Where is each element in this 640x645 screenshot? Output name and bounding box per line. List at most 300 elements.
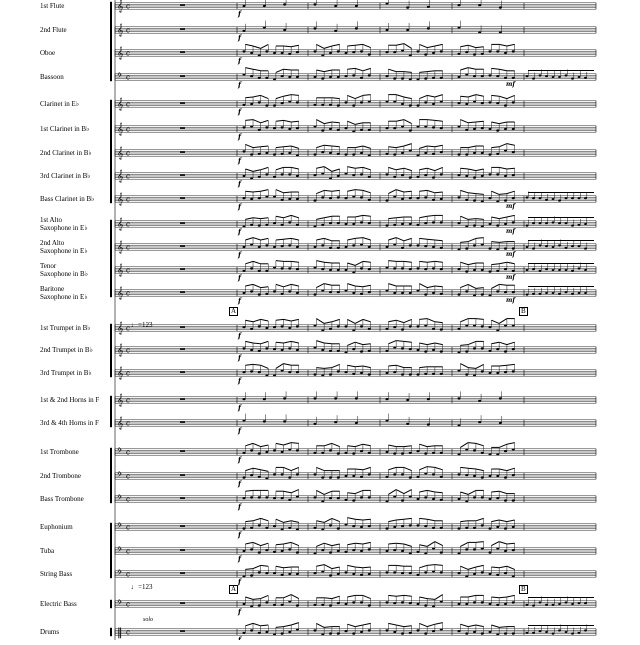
note-head	[458, 397, 461, 399]
note-beam	[253, 46, 261, 48]
note-head	[360, 450, 363, 452]
note-beam	[396, 190, 404, 192]
time-signature: c	[126, 49, 130, 58]
note-head	[558, 76, 561, 78]
note-head	[265, 549, 268, 551]
note-head	[496, 497, 499, 499]
note-head	[265, 105, 268, 107]
note-head	[432, 103, 435, 105]
note-head	[424, 294, 427, 296]
note-head	[250, 496, 253, 498]
note-head	[481, 225, 484, 227]
whole-rest	[180, 4, 185, 5]
note-head	[424, 152, 427, 154]
note-head	[512, 575, 515, 577]
note-beam	[261, 470, 269, 472]
note-head	[250, 449, 253, 451]
note-head	[458, 351, 461, 353]
note-head	[273, 222, 276, 224]
note-head	[558, 269, 561, 271]
note-head	[329, 128, 332, 130]
note-head	[458, 53, 461, 55]
note-head	[578, 267, 581, 269]
note-head	[360, 325, 363, 327]
staff-btb	[115, 490, 596, 512]
note-head	[432, 473, 435, 475]
note-head	[281, 550, 284, 552]
note-beam	[460, 364, 468, 368]
note-beam	[245, 569, 253, 570]
note-head	[432, 246, 435, 248]
dynamic-marking: f	[238, 33, 242, 43]
note-head	[345, 325, 348, 327]
note-beam	[460, 492, 468, 494]
note-head	[532, 78, 535, 80]
note-head	[288, 631, 291, 633]
instrument-label-hn12: 1st & 2nd Horns in F	[40, 396, 100, 404]
note-head	[532, 197, 535, 199]
note-head	[352, 329, 355, 331]
note-head	[481, 633, 484, 635]
note-beam	[253, 623, 261, 625]
time-signature: c	[126, 448, 130, 457]
note-beam	[245, 218, 253, 220]
note-head	[504, 52, 507, 54]
instrument-label-cl1: 1st Clarinet in B♭	[40, 125, 90, 133]
note-beam	[396, 120, 404, 122]
note-beam	[396, 217, 404, 218]
note-beam	[476, 238, 484, 239]
note-head	[499, 397, 502, 399]
note-head	[368, 246, 371, 248]
note-head	[496, 130, 499, 132]
note-beam	[404, 238, 412, 240]
note-beam	[427, 565, 435, 566]
note-beam	[427, 215, 435, 216]
note-head	[440, 601, 443, 603]
note-beam	[363, 542, 371, 544]
note-beam	[388, 445, 396, 447]
note-beam	[404, 341, 412, 342]
dynamic-marking: f	[238, 426, 242, 436]
note-head	[296, 528, 299, 530]
note-head	[321, 549, 324, 551]
note-head	[473, 601, 476, 603]
note-beam	[499, 96, 507, 98]
instrument-label-cl2: 2nd Clarinet in B♭	[40, 149, 92, 157]
note-head	[584, 248, 587, 250]
note-head	[393, 176, 396, 178]
note-head	[393, 347, 396, 349]
note-head	[584, 77, 587, 79]
note-beam	[316, 319, 324, 324]
note-head	[512, 101, 515, 103]
whole-rest	[180, 245, 185, 246]
note-head	[296, 325, 299, 327]
note-beam	[261, 218, 269, 219]
note-beam	[245, 68, 253, 70]
note-beam	[404, 97, 412, 99]
note-head	[243, 225, 246, 227]
note-head	[504, 248, 507, 250]
note-head	[432, 221, 435, 223]
note-head	[401, 174, 404, 176]
note-beam	[284, 625, 292, 627]
whole-rest	[180, 291, 185, 292]
time-signature: c	[126, 243, 130, 252]
note-head	[345, 101, 348, 103]
whole-rest	[180, 174, 185, 175]
note-head	[401, 633, 404, 635]
note-beam	[261, 120, 269, 122]
note-head	[263, 420, 266, 422]
note-beam	[316, 70, 324, 72]
note-beam	[468, 68, 476, 70]
note-head	[512, 128, 515, 130]
note-beam	[332, 518, 340, 521]
note-head	[496, 453, 499, 455]
note-head	[386, 601, 389, 603]
note-beam	[435, 623, 443, 625]
note-beam	[284, 595, 292, 598]
note-head	[432, 199, 435, 201]
time-signature: c	[126, 600, 130, 609]
note-head	[321, 196, 324, 198]
note-beam	[261, 287, 269, 288]
note-head	[296, 246, 299, 248]
note-beam	[419, 72, 427, 73]
time-signature: c	[126, 369, 130, 378]
note-head	[496, 270, 499, 272]
note-head	[424, 373, 427, 375]
note-beam	[284, 46, 292, 47]
note-beam	[404, 120, 412, 124]
note-head	[352, 292, 355, 294]
note-head	[368, 473, 371, 475]
bass-clef-icon: 𝄢	[117, 569, 123, 578]
note-beam	[332, 319, 340, 321]
note-beam	[491, 122, 499, 124]
note-head	[314, 629, 317, 631]
note-head	[368, 605, 371, 607]
note-head	[337, 325, 340, 327]
note-beam	[253, 261, 261, 263]
note-head	[427, 27, 430, 29]
time-signature: c	[126, 2, 130, 11]
note-head	[465, 248, 468, 250]
staff-fl1	[115, 0, 596, 18]
note-head	[360, 574, 363, 576]
note-head	[496, 153, 499, 155]
note-beam	[347, 493, 355, 494]
note-beam	[284, 443, 292, 445]
note-head	[458, 453, 461, 455]
note-head	[265, 572, 268, 574]
note-beam	[396, 320, 404, 322]
note-beam	[499, 469, 507, 471]
note-head	[406, 7, 409, 9]
note-head	[337, 602, 340, 604]
note-beam	[316, 167, 324, 169]
note-head	[473, 347, 476, 349]
note-head	[265, 244, 268, 246]
note-beam	[324, 238, 332, 240]
note-beam	[419, 343, 427, 345]
note-head	[481, 127, 484, 129]
staff-tb2	[115, 467, 596, 489]
note-beam	[388, 520, 396, 522]
note-head	[258, 197, 261, 199]
note-beam	[363, 68, 371, 70]
note-head	[489, 573, 492, 575]
note-beam	[347, 167, 355, 169]
note-head	[393, 292, 396, 294]
note-beam	[499, 520, 507, 522]
note-head	[432, 498, 435, 500]
note-head	[393, 371, 396, 373]
whole-rest	[180, 421, 185, 422]
note-head	[496, 526, 499, 528]
note-beam	[284, 69, 292, 70]
instrument-label-tb2: 2nd Trombone	[40, 472, 82, 480]
treble-clef-icon: 𝄞	[117, 393, 124, 407]
note-head	[243, 150, 246, 152]
instrument-label-bsx: Baritone Saxophone in E♭	[40, 285, 88, 301]
rehearsal-mark: A	[231, 585, 237, 593]
note-head	[243, 398, 246, 400]
note-beam	[291, 261, 299, 262]
note-beam	[347, 543, 355, 545]
note-beam	[332, 190, 340, 191]
note-beam	[468, 443, 476, 444]
note-beam	[363, 623, 371, 625]
note-head	[499, 31, 502, 33]
note-head	[473, 128, 476, 130]
note-beam	[419, 545, 427, 547]
note-head	[401, 247, 404, 249]
note-head	[473, 152, 476, 154]
note-head	[532, 632, 535, 634]
note-head	[432, 177, 435, 179]
note-head	[504, 150, 507, 152]
note-head	[288, 198, 291, 200]
treble-clef-icon: 𝄞	[117, 343, 124, 357]
note-head	[504, 268, 507, 270]
note-head	[481, 347, 484, 349]
note-head	[424, 126, 427, 128]
note-head	[281, 633, 284, 635]
note-beam	[507, 364, 515, 365]
note-beam	[499, 319, 507, 324]
note-head	[258, 632, 261, 634]
note-head	[465, 175, 468, 177]
note-head	[288, 499, 291, 501]
note-beam	[460, 242, 468, 243]
note-head	[393, 244, 396, 246]
note-beam	[276, 167, 284, 169]
note-head	[417, 349, 420, 351]
note-beam	[332, 567, 340, 569]
note-head	[360, 50, 363, 52]
note-beam	[355, 625, 363, 627]
staff-tp2	[115, 341, 596, 363]
treble-clef-icon: 𝄞	[117, 169, 124, 183]
note-head	[512, 50, 515, 52]
note-head	[504, 105, 507, 107]
dynamic-marking: mf	[506, 228, 515, 235]
dynamic-marking: f	[238, 296, 242, 306]
note-head	[314, 397, 317, 399]
note-beam	[261, 565, 269, 566]
note-beam	[355, 123, 363, 125]
instrument-label-sb: String Bass	[40, 570, 73, 578]
note-beam	[460, 443, 468, 448]
note-beam	[355, 543, 363, 544]
dynamic-marking: mf	[506, 274, 515, 281]
note-head	[417, 574, 420, 576]
note-beam	[476, 219, 484, 220]
note-beam	[261, 518, 269, 520]
note-head	[440, 50, 443, 52]
note-head	[393, 496, 396, 498]
note-beam	[460, 624, 468, 626]
time-signature: c	[126, 149, 130, 158]
note-head	[432, 153, 435, 155]
note-head	[440, 351, 443, 353]
note-head	[329, 197, 332, 199]
note-head	[386, 200, 389, 202]
note-beam	[419, 168, 427, 170]
note-head	[539, 601, 542, 603]
note-head	[401, 347, 404, 349]
note-head	[273, 604, 276, 606]
note-beam	[460, 345, 468, 346]
note-beam	[499, 122, 507, 124]
note-beam	[316, 190, 324, 193]
note-head	[393, 127, 396, 129]
note-head	[489, 173, 492, 175]
note-beam	[460, 467, 468, 468]
note-head	[489, 475, 492, 477]
instrument-label-bsn: Bassoon	[40, 73, 64, 81]
note-head	[352, 500, 355, 502]
note-head	[265, 152, 268, 154]
note-beam	[253, 565, 261, 568]
dynamic-marking: f	[238, 502, 242, 512]
note-head	[496, 633, 499, 635]
note-head	[386, 267, 389, 269]
note-head	[552, 269, 555, 271]
note-head	[489, 326, 492, 328]
note-head	[458, 222, 461, 224]
time-signature: c	[126, 570, 130, 579]
note-head	[321, 633, 324, 635]
note-head	[321, 104, 324, 106]
note-beam	[245, 97, 253, 98]
time-signature: c	[126, 523, 130, 532]
note-head	[440, 527, 443, 529]
note-beam	[332, 44, 340, 46]
note-head	[273, 326, 276, 328]
note-head	[352, 223, 355, 225]
note-beam	[435, 167, 443, 170]
note-head	[314, 76, 317, 78]
note-head	[243, 74, 246, 76]
time-signature: c	[126, 289, 130, 298]
note-head	[386, 528, 389, 530]
note-head	[288, 327, 291, 329]
note-beam	[507, 191, 515, 193]
note-head	[539, 197, 542, 199]
note-head	[409, 374, 412, 376]
bass-clef-icon: 𝄢	[117, 522, 123, 531]
note-head	[329, 152, 332, 154]
note-head	[243, 30, 246, 32]
note-head	[401, 329, 404, 331]
note-beam	[284, 542, 292, 544]
note-beam	[284, 95, 292, 97]
note-beam	[427, 120, 435, 121]
note-head	[273, 52, 276, 54]
staff-eb	[115, 595, 596, 617]
staff-asx2	[115, 238, 596, 260]
note-beam	[291, 542, 299, 545]
note-beam	[291, 167, 299, 169]
note-beam	[245, 169, 253, 171]
note-head	[314, 200, 317, 202]
note-head	[386, 350, 389, 352]
note-head	[465, 474, 468, 476]
note-head	[250, 548, 253, 550]
note-head	[250, 575, 253, 577]
note-beam	[427, 168, 435, 170]
note-beam	[435, 44, 443, 46]
note-beam	[419, 238, 427, 239]
note-head	[496, 604, 499, 606]
note-beam	[253, 147, 261, 148]
note-beam	[363, 167, 371, 169]
note-head	[432, 52, 435, 54]
note-beam	[324, 70, 332, 72]
staff-bsn	[115, 68, 596, 90]
note-head	[281, 126, 284, 128]
note-head	[360, 351, 363, 353]
note-head	[243, 326, 246, 328]
note-head	[265, 270, 268, 272]
note-head	[258, 153, 261, 155]
note-head	[512, 270, 515, 272]
note-beam	[491, 68, 499, 69]
whole-rest	[180, 151, 185, 152]
note-head	[352, 573, 355, 575]
note-head	[417, 267, 420, 269]
note-beam	[427, 239, 435, 240]
note-head	[478, 421, 481, 423]
note-head	[481, 53, 484, 55]
note-head	[281, 528, 284, 530]
note-beam	[324, 145, 332, 146]
whole-rest	[180, 28, 185, 29]
note-head	[329, 633, 332, 635]
note-head	[496, 290, 499, 292]
note-beam	[316, 284, 324, 288]
instrument-label-tp3: 3rd Trumpet in B♭	[40, 369, 92, 377]
dynamic-marking: mf	[506, 203, 515, 210]
note-head	[489, 372, 492, 374]
staff-tb1	[115, 443, 596, 465]
note-beam	[253, 238, 261, 240]
note-beam	[396, 168, 404, 170]
